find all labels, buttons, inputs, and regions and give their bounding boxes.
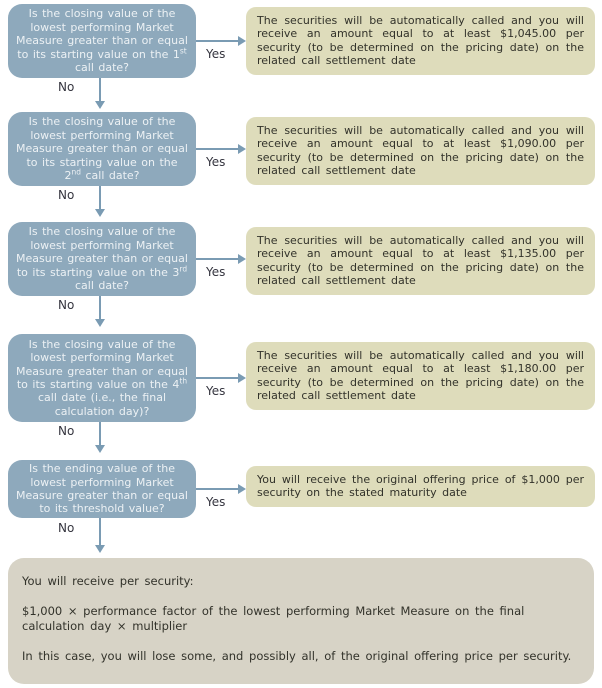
no-label-5: No <box>58 521 75 535</box>
yes-arrow-1 <box>196 40 238 42</box>
decision-box-5-text: Is the ending value of the lowest performing Market Measure greater than or equal to its threshold value? <box>16 462 188 516</box>
no-arrow-3 <box>99 296 101 320</box>
no-label-1: No <box>58 80 75 94</box>
no-arrow-1 <box>99 78 101 102</box>
yes-arrow-5 <box>196 488 238 490</box>
final-paragraph-3: In this case, you will lose some, and possibly all, of the original offering price per security. <box>22 649 572 664</box>
decision-box-3-text: Is the closing value of the lowest performing Market Measure greater than or equal to its starting value on the 3rd call date? <box>16 225 188 293</box>
no-arrow-5 <box>99 518 101 546</box>
decision-box-1st-call-date <box>8 4 196 78</box>
yes-label-1: Yes <box>206 47 226 61</box>
no-label-3: No <box>58 298 75 312</box>
decision-box-4-text: Is the closing value of the lowest performing Market Measure greater than or equal to its starting value on the 4th call date (i.e., the final calculation day)? <box>16 337 188 418</box>
yes-arrow-3 <box>196 258 238 260</box>
no-arrow-2 <box>99 186 101 210</box>
no-arrow-4 <box>99 422 101 446</box>
yes-label-2: Yes <box>206 155 226 169</box>
yes-label-3: Yes <box>206 265 226 279</box>
decision-box-2nd-call-date <box>8 112 196 186</box>
final-paragraph-2: $1,000 × performance factor of the lowest performing Market Measure on the final calculation day × multiplier <box>22 604 525 633</box>
yes-label-4: Yes <box>206 384 226 398</box>
outcome-box-2: The securities will be automatically called and you will receive an amount equal to at least $1,090.00 per security (to be determined on the pricing date) on the related call settlement date <box>246 117 595 185</box>
yes-arrow-2 <box>196 148 238 150</box>
yes-label-5: Yes <box>206 495 226 509</box>
no-label-2: No <box>58 188 75 202</box>
final-outcome-box <box>8 558 594 684</box>
decision-box-threshold-value <box>8 460 196 518</box>
yes-arrow-4 <box>196 377 238 379</box>
decision-box-1-text: Is the closing value of the lowest performing Market Measure greater than or equal to its starting value on the 1st call date? <box>16 7 188 75</box>
no-label-4: No <box>58 424 75 438</box>
decision-box-2-text: Is the closing value of the lowest performing Market Measure greater than or equal to its starting value on the 2nd call date? <box>16 115 188 183</box>
final-paragraph-1: You will receive per security: <box>22 574 194 588</box>
outcome-box-maturity: You will receive the original offering price of $1,000 per security on the stated maturity date <box>246 466 595 507</box>
outcome-box-1: The securities will be automatically called and you will receive an amount equal to at least $1,045.00 per security (to be determined on the pricing date) on the related call settlement date <box>246 7 595 75</box>
outcome-box-4: The securities will be automatically called and you will receive an amount equal to at least $1,180.00 per security (to be determined on the pricing date) on the related call settlement date <box>246 342 595 410</box>
decision-box-3rd-call-date <box>8 222 196 296</box>
decision-box-4th-call-date <box>8 334 196 422</box>
outcome-box-3: The securities will be automatically called and you will receive an amount equal to at least $1,135.00 per security (to be determined on the pricing date) on the related call settlement date <box>246 227 595 295</box>
